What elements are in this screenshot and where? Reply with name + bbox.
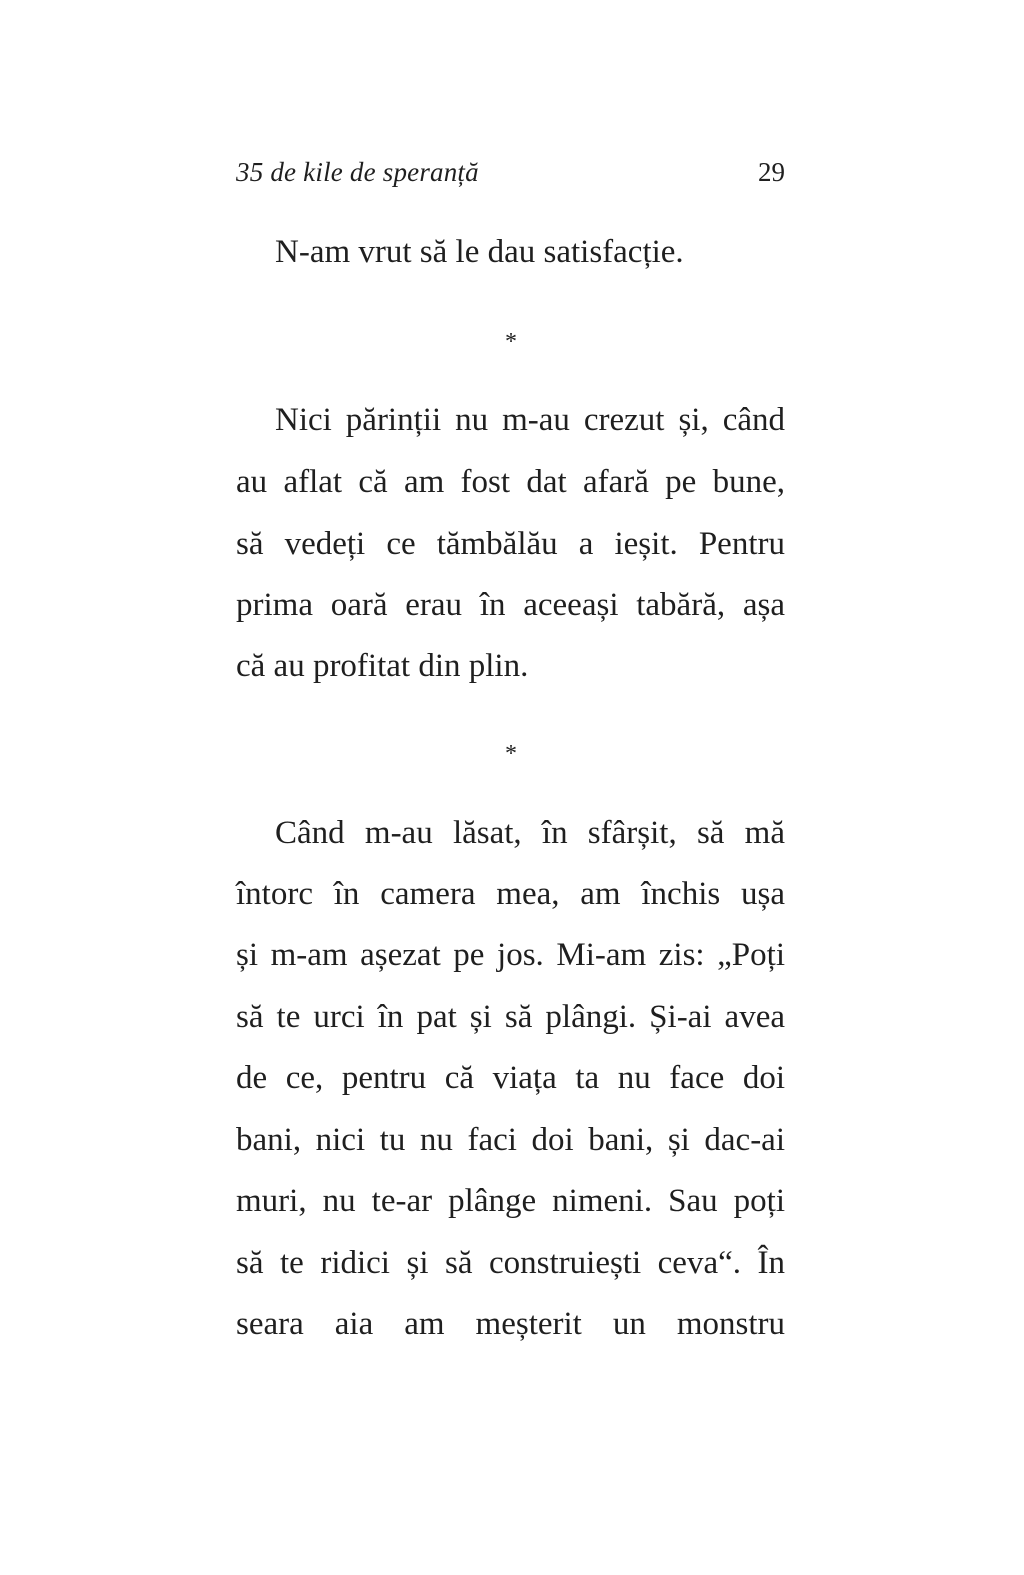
paragraph-3-line-9: seara aia am meșterit un monstru — [236, 1306, 785, 1342]
paragraph-2-line-2: au aflat că am fost dat afară pe bune, — [236, 464, 785, 500]
section-separator: * — [505, 329, 517, 355]
paragraph-1-line-1: N-am vrut să le dau satisfacție. — [275, 234, 684, 270]
running-header — [236, 152, 785, 192]
paragraph-2-line-3: să vedeți ce tămbălău a ieșit. Pentru — [236, 526, 785, 562]
paragraph-3-line-6: bani, nici tu nu faci doi bani, și dac-ai — [236, 1122, 785, 1158]
paragraph-2-line-4: prima oară erau în aceeași tabără, așa — [236, 587, 785, 623]
paragraph-3-line-5: de ce, pentru că viața ta nu face doi — [236, 1060, 785, 1096]
paragraph-3-line-3: și m-am așezat pe jos. Mi-am zis: „Poți — [236, 937, 785, 973]
page-number: 29 — [758, 157, 785, 187]
paragraph-2-line-5: că au profitat din plin. — [236, 648, 529, 684]
book-title: 35 de kile de speranță — [236, 157, 479, 187]
paragraph-2-line-1: Nici părinții nu m-au crezut și, când — [275, 402, 785, 438]
paragraph-3-line-1: Când m-au lăsat, în sfârșit, să mă — [275, 815, 785, 851]
paragraph-3-line-4: să te urci în pat și să plângi. Și-ai avea — [236, 999, 785, 1035]
paragraph-3-line-8: să te ridici și să construiești ceva“. În — [236, 1245, 785, 1281]
section-separator: * — [505, 741, 517, 767]
paragraph-3-line-7: muri, nu te-ar plânge nimeni. Sau poți — [236, 1183, 785, 1219]
paragraph-3-line-2: întorc în camera mea, am închis ușa — [236, 876, 785, 912]
